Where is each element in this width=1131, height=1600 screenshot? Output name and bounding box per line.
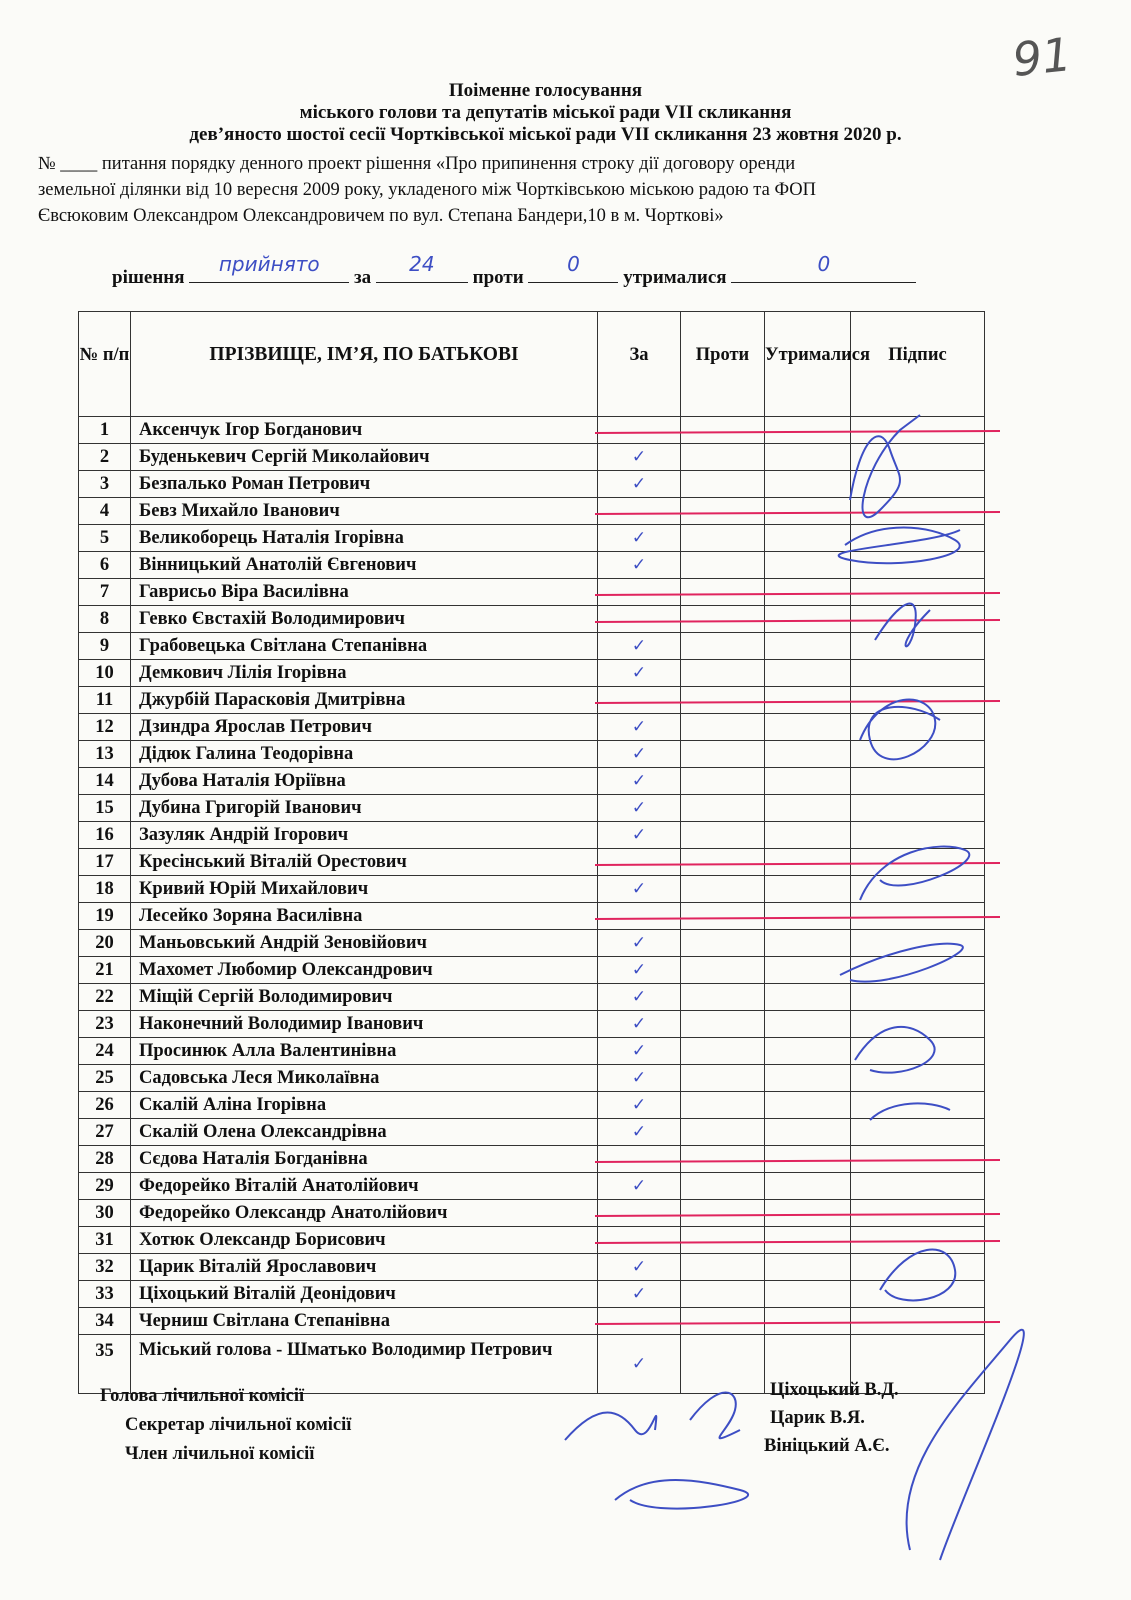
table-row bbox=[79, 579, 985, 606]
row-vote-against bbox=[681, 1065, 765, 1092]
row-number: 12 bbox=[79, 714, 131, 741]
row-signature bbox=[851, 1173, 985, 1200]
row-vote-for: ✓ bbox=[598, 1038, 681, 1065]
row-signature bbox=[851, 1281, 985, 1308]
table-row bbox=[79, 768, 985, 795]
row-vote-against bbox=[681, 1173, 765, 1200]
row-signature bbox=[851, 471, 985, 498]
row-vote-against bbox=[681, 1227, 765, 1254]
against-value: 0 bbox=[567, 252, 580, 276]
row-signature bbox=[851, 1146, 985, 1173]
table-row bbox=[79, 1146, 985, 1173]
row-vote-abstained bbox=[765, 444, 851, 471]
row-number: 34 bbox=[79, 1308, 131, 1335]
row-signature bbox=[851, 444, 985, 471]
row-name: Безпалько Роман Петрович bbox=[131, 471, 598, 498]
row-vote-abstained bbox=[765, 903, 851, 930]
abstained-value: 0 bbox=[817, 252, 831, 276]
row-vote-against bbox=[681, 687, 765, 714]
against-field bbox=[528, 252, 618, 283]
row-vote-against bbox=[681, 930, 765, 957]
row-signature bbox=[851, 633, 985, 660]
row-signature bbox=[851, 660, 985, 687]
row-vote-against bbox=[681, 1281, 765, 1308]
col-num-header: № п/п bbox=[79, 312, 131, 417]
row-name: Дубина Григорій Іванович bbox=[131, 795, 598, 822]
table-row bbox=[79, 1011, 985, 1038]
col-abstained-header: Утрималися bbox=[765, 312, 851, 417]
row-signature bbox=[851, 1038, 985, 1065]
row-vote-against bbox=[681, 1038, 765, 1065]
row-vote-abstained bbox=[765, 1173, 851, 1200]
table-row bbox=[79, 1308, 985, 1335]
header-subtitle: міського голови та депутатів міської ради VII скликання bbox=[299, 102, 792, 123]
row-vote-abstained bbox=[765, 1119, 851, 1146]
row-vote-against bbox=[681, 498, 765, 525]
row-name: Демкович Лілія Ігорівна bbox=[131, 660, 598, 687]
row-name: Просинюк Алла Валентинівна bbox=[131, 1038, 598, 1065]
row-vote-for: ✓ bbox=[598, 633, 681, 660]
row-number: 11 bbox=[79, 687, 131, 714]
row-vote-for: ✓ bbox=[598, 957, 681, 984]
row-number: 14 bbox=[79, 768, 131, 795]
row-signature bbox=[851, 1200, 985, 1227]
row-vote-abstained bbox=[765, 471, 851, 498]
row-name: Буденькевич Сергій Миколайович bbox=[131, 444, 598, 471]
row-signature bbox=[851, 1254, 985, 1281]
row-vote-for: ✓ bbox=[598, 471, 681, 498]
row-vote-for: ✓ bbox=[598, 1173, 681, 1200]
row-vote-against bbox=[681, 633, 765, 660]
commission-secretary-label: Секретар лічильної комісії bbox=[125, 1415, 352, 1435]
row-vote-against bbox=[681, 1308, 765, 1335]
row-vote-for bbox=[598, 1308, 681, 1335]
row-number: 25 bbox=[79, 1065, 131, 1092]
commission-member-label: Член лічильної комісії bbox=[125, 1444, 315, 1464]
table-row bbox=[79, 1092, 985, 1119]
row-vote-against bbox=[681, 768, 765, 795]
page-number: 91 bbox=[1010, 27, 1074, 87]
row-vote-abstained bbox=[765, 957, 851, 984]
row-vote-abstained bbox=[765, 822, 851, 849]
row-signature bbox=[851, 714, 985, 741]
row-name: Ціхоцький Віталій Деонідович bbox=[131, 1281, 598, 1308]
row-vote-against bbox=[681, 606, 765, 633]
row-signature bbox=[851, 498, 985, 525]
row-name: Міщій Сергій Володимирович bbox=[131, 984, 598, 1011]
row-number: 3 bbox=[79, 471, 131, 498]
row-vote-for: ✓ bbox=[598, 984, 681, 1011]
row-vote-for: ✓ bbox=[598, 525, 681, 552]
row-name: Зазуляк Андрій Ігорович bbox=[131, 822, 598, 849]
table-row bbox=[79, 930, 985, 957]
row-vote-abstained bbox=[765, 984, 851, 1011]
row-number: 1 bbox=[79, 417, 131, 444]
row-vote-for: ✓ bbox=[598, 822, 681, 849]
row-vote-for: ✓ bbox=[598, 876, 681, 903]
commission-signature-2 bbox=[690, 1393, 740, 1439]
row-number: 22 bbox=[79, 984, 131, 1011]
table-row bbox=[79, 1173, 985, 1200]
row-vote-for bbox=[598, 606, 681, 633]
row-vote-for bbox=[598, 849, 681, 876]
row-number: 24 bbox=[79, 1038, 131, 1065]
against-label: проти bbox=[472, 267, 524, 288]
row-vote-abstained bbox=[765, 660, 851, 687]
row-vote-for: ✓ bbox=[598, 1065, 681, 1092]
row-vote-abstained bbox=[765, 606, 851, 633]
row-signature bbox=[851, 1092, 985, 1119]
row-vote-abstained bbox=[765, 849, 851, 876]
row-name: Дубова Наталія Юріївна bbox=[131, 768, 598, 795]
commission-labels bbox=[100, 1382, 351, 1469]
row-signature bbox=[851, 687, 985, 714]
row-name: Царик Віталій Ярославович bbox=[131, 1254, 598, 1281]
row-vote-for bbox=[598, 579, 681, 606]
table-row bbox=[79, 606, 985, 633]
row-signature bbox=[851, 822, 985, 849]
row-number: 4 bbox=[79, 498, 131, 525]
question-line-2: земельної ділянки від 10 вересня 2009 року, укладеного між Чортківською міською радою та ФОП bbox=[38, 180, 817, 200]
row-signature bbox=[851, 606, 985, 633]
row-vote-against bbox=[681, 957, 765, 984]
row-vote-for bbox=[598, 1146, 681, 1173]
row-vote-abstained bbox=[765, 1308, 851, 1335]
row-vote-against bbox=[681, 1200, 765, 1227]
row-vote-abstained bbox=[765, 687, 851, 714]
row-vote-abstained bbox=[765, 417, 851, 444]
row-number: 28 bbox=[79, 1146, 131, 1173]
row-vote-against bbox=[681, 471, 765, 498]
header-title: Поіменне голосування bbox=[448, 80, 643, 101]
row-number: 13 bbox=[79, 741, 131, 768]
table-row bbox=[79, 687, 985, 714]
row-vote-abstained bbox=[765, 1227, 851, 1254]
row-vote-abstained bbox=[765, 525, 851, 552]
row-signature bbox=[851, 795, 985, 822]
table-row bbox=[79, 417, 985, 444]
table-row bbox=[79, 849, 985, 876]
table-row bbox=[79, 1119, 985, 1146]
row-name: Черниш Світлана Степанівна bbox=[131, 1308, 598, 1335]
row-number: 32 bbox=[79, 1254, 131, 1281]
row-vote-abstained bbox=[765, 930, 851, 957]
row-signature bbox=[851, 552, 985, 579]
row-vote-abstained bbox=[765, 498, 851, 525]
row-vote-abstained bbox=[765, 1038, 851, 1065]
table-row bbox=[79, 876, 985, 903]
row-signature bbox=[851, 1119, 985, 1146]
row-signature bbox=[851, 525, 985, 552]
row-vote-abstained bbox=[765, 1200, 851, 1227]
row-vote-against bbox=[681, 1011, 765, 1038]
row-vote-for: ✓ bbox=[598, 1281, 681, 1308]
row-number: 17 bbox=[79, 849, 131, 876]
row-signature bbox=[851, 768, 985, 795]
row-vote-for: ✓ bbox=[598, 930, 681, 957]
row-signature bbox=[851, 957, 985, 984]
row-signature bbox=[851, 930, 985, 957]
row-number: 35 bbox=[79, 1335, 131, 1394]
row-number: 18 bbox=[79, 876, 131, 903]
col-for-header: За bbox=[598, 312, 681, 417]
row-vote-for: ✓ bbox=[598, 714, 681, 741]
row-number: 30 bbox=[79, 1200, 131, 1227]
row-signature bbox=[851, 876, 985, 903]
table-row bbox=[79, 1038, 985, 1065]
row-vote-against bbox=[681, 525, 765, 552]
table-row bbox=[79, 984, 985, 1011]
row-vote-against bbox=[681, 795, 765, 822]
row-vote-against bbox=[681, 1254, 765, 1281]
question-line-3: Євсюковим Олександром Олександровичем по вул. Степана Бандери,10 в м. Чорткові» bbox=[38, 206, 724, 226]
row-vote-against bbox=[681, 741, 765, 768]
table-row bbox=[79, 822, 985, 849]
row-vote-abstained bbox=[765, 552, 851, 579]
row-vote-abstained bbox=[765, 1092, 851, 1119]
row-signature bbox=[851, 984, 985, 1011]
row-number: 26 bbox=[79, 1092, 131, 1119]
row-number: 2 bbox=[79, 444, 131, 471]
row-vote-for: ✓ bbox=[598, 1335, 681, 1394]
row-name: Махомет Любомир Олександрович bbox=[131, 957, 598, 984]
row-number: 29 bbox=[79, 1173, 131, 1200]
row-name: Вінницький Анатолій Євгенович bbox=[131, 552, 598, 579]
row-name: Садовська Леся Миколаївна bbox=[131, 1065, 598, 1092]
row-name: Дідюк Галина Теодорівна bbox=[131, 741, 598, 768]
row-name: Наконечний Володимир Іванович bbox=[131, 1011, 598, 1038]
row-vote-against bbox=[681, 660, 765, 687]
row-name: Аксенчук Ігор Богданович bbox=[131, 417, 598, 444]
row-vote-against bbox=[681, 417, 765, 444]
row-vote-for: ✓ bbox=[598, 660, 681, 687]
table-row bbox=[79, 471, 985, 498]
commission-signature-3 bbox=[615, 1480, 748, 1509]
row-name: Маньовський Андрій Зеновійович bbox=[131, 930, 598, 957]
decision-label: рішення bbox=[112, 267, 185, 288]
row-vote-against bbox=[681, 1092, 765, 1119]
row-signature bbox=[851, 579, 985, 606]
row-name: Скалій Аліна Ігорівна bbox=[131, 1092, 598, 1119]
row-vote-abstained bbox=[765, 768, 851, 795]
row-vote-against bbox=[681, 552, 765, 579]
table-row bbox=[79, 525, 985, 552]
col-name-header: ПРІЗВИЩЕ, ІМ’Я, ПО БАТЬКОВІ bbox=[131, 312, 598, 417]
for-field bbox=[376, 252, 468, 283]
row-vote-for: ✓ bbox=[598, 444, 681, 471]
decision-line bbox=[112, 252, 1012, 294]
row-name: Грабовецька Світлана Степанівна bbox=[131, 633, 598, 660]
row-name: Кривий Юрій Михайлович bbox=[131, 876, 598, 903]
row-vote-for bbox=[598, 903, 681, 930]
document-header bbox=[30, 80, 1061, 146]
row-number: 31 bbox=[79, 1227, 131, 1254]
row-number: 15 bbox=[79, 795, 131, 822]
row-vote-abstained bbox=[765, 714, 851, 741]
table-row bbox=[79, 660, 985, 687]
row-vote-abstained bbox=[765, 579, 851, 606]
decision-value: прийнято bbox=[218, 252, 320, 276]
row-name: Дзиндра Ярослав Петрович bbox=[131, 714, 598, 741]
row-number: 23 bbox=[79, 1011, 131, 1038]
question-text bbox=[38, 151, 1038, 229]
row-signature bbox=[851, 1308, 985, 1335]
commission-chair-label: Голова лічильної комісії bbox=[100, 1386, 305, 1406]
row-vote-for bbox=[598, 687, 681, 714]
row-vote-abstained bbox=[765, 1254, 851, 1281]
row-vote-against bbox=[681, 984, 765, 1011]
row-name: Міський голова - Шматько Володимир Петрович bbox=[131, 1335, 598, 1394]
header-session: дев’яносто шостої сесії Чортківської міської ради VII скликання 23 жовтня 2020 р. bbox=[189, 124, 902, 145]
row-number: 20 bbox=[79, 930, 131, 957]
row-vote-against bbox=[681, 714, 765, 741]
table-row bbox=[79, 1281, 985, 1308]
abstained-field bbox=[731, 252, 916, 283]
row-name: Скалій Олена Олександрівна bbox=[131, 1119, 598, 1146]
row-vote-for: ✓ bbox=[598, 1092, 681, 1119]
row-signature bbox=[851, 1011, 985, 1038]
row-vote-abstained bbox=[765, 1065, 851, 1092]
row-number: 16 bbox=[79, 822, 131, 849]
row-name: Хотюк Олександр Борисович bbox=[131, 1227, 598, 1254]
row-vote-for: ✓ bbox=[598, 768, 681, 795]
row-name: Великоборець Наталія Ігорівна bbox=[131, 525, 598, 552]
row-name: Лесейко Зоряна Василівна bbox=[131, 903, 598, 930]
question-line-1: № ____ питання порядку денного проект рішення «Про припинення строку дії договору оренди bbox=[38, 154, 796, 174]
row-vote-against bbox=[681, 849, 765, 876]
row-vote-abstained bbox=[765, 1281, 851, 1308]
table-row bbox=[79, 633, 985, 660]
row-number: 7 bbox=[79, 579, 131, 606]
table-row bbox=[79, 552, 985, 579]
row-vote-for: ✓ bbox=[598, 795, 681, 822]
row-name: Федорейко Олександр Анатолійович bbox=[131, 1200, 598, 1227]
row-number: 33 bbox=[79, 1281, 131, 1308]
row-vote-against bbox=[681, 444, 765, 471]
row-vote-for: ✓ bbox=[598, 741, 681, 768]
commission-signature-1 bbox=[565, 1413, 656, 1441]
row-vote-abstained bbox=[765, 741, 851, 768]
row-name: Джурбій Парасковія Дмитрівна bbox=[131, 687, 598, 714]
row-signature bbox=[851, 849, 985, 876]
row-name: Сєдова Наталія Богданівна bbox=[131, 1146, 598, 1173]
row-vote-for bbox=[598, 1200, 681, 1227]
row-vote-abstained bbox=[765, 795, 851, 822]
col-against-header: Проти bbox=[681, 312, 765, 417]
row-number: 6 bbox=[79, 552, 131, 579]
row-vote-against bbox=[681, 1119, 765, 1146]
row-vote-against bbox=[681, 903, 765, 930]
row-vote-for bbox=[598, 1227, 681, 1254]
table-row bbox=[79, 957, 985, 984]
row-vote-against bbox=[681, 876, 765, 903]
table-row bbox=[79, 903, 985, 930]
table-row bbox=[79, 1254, 985, 1281]
commission-names bbox=[764, 1376, 899, 1460]
row-name: Гаврисьо Віра Василівна bbox=[131, 579, 598, 606]
row-signature bbox=[851, 1227, 985, 1254]
row-number: 19 bbox=[79, 903, 131, 930]
table-row bbox=[79, 714, 985, 741]
row-signature bbox=[851, 903, 985, 930]
decision-field bbox=[189, 252, 349, 283]
row-name: Федорейко Віталій Анатолійович bbox=[131, 1173, 598, 1200]
row-vote-against bbox=[681, 1146, 765, 1173]
col-signature-header: Підпис bbox=[851, 312, 985, 417]
for-label: за bbox=[354, 267, 372, 288]
row-vote-for: ✓ bbox=[598, 552, 681, 579]
vote-table bbox=[78, 311, 985, 1394]
row-signature bbox=[851, 417, 985, 444]
row-vote-for: ✓ bbox=[598, 1011, 681, 1038]
row-name: Бевз Михайло Іванович bbox=[131, 498, 598, 525]
row-number: 10 bbox=[79, 660, 131, 687]
table-row bbox=[79, 741, 985, 768]
table-row bbox=[79, 1200, 985, 1227]
row-number: 5 bbox=[79, 525, 131, 552]
row-vote-against bbox=[681, 1335, 765, 1394]
row-vote-abstained bbox=[765, 1146, 851, 1173]
table-row bbox=[79, 1227, 985, 1254]
vote-table-body bbox=[79, 417, 985, 1394]
abstained-label: утрималися bbox=[623, 267, 727, 288]
row-vote-abstained bbox=[765, 633, 851, 660]
row-name: Гевко Євстахій Володимирович bbox=[131, 606, 598, 633]
row-signature bbox=[851, 741, 985, 768]
row-number: 8 bbox=[79, 606, 131, 633]
table-row bbox=[79, 1065, 985, 1092]
row-vote-for bbox=[598, 417, 681, 444]
row-vote-for: ✓ bbox=[598, 1254, 681, 1281]
for-value: 24 bbox=[409, 252, 435, 276]
table-header-row bbox=[79, 312, 985, 417]
row-number: 9 bbox=[79, 633, 131, 660]
row-vote-abstained bbox=[765, 1011, 851, 1038]
row-vote-abstained bbox=[765, 876, 851, 903]
commission-chair-name: Ціхоцький В.Д. bbox=[770, 1380, 899, 1400]
row-name: Кресінський Віталій Орестович bbox=[131, 849, 598, 876]
row-vote-for: ✓ bbox=[598, 1119, 681, 1146]
row-number: 27 bbox=[79, 1119, 131, 1146]
row-number: 21 bbox=[79, 957, 131, 984]
table-row bbox=[79, 795, 985, 822]
table-row bbox=[79, 444, 985, 471]
row-vote-for bbox=[598, 498, 681, 525]
row-vote-against bbox=[681, 579, 765, 606]
commission-secretary-name: Царик В.Я. bbox=[770, 1408, 865, 1428]
row-vote-against bbox=[681, 822, 765, 849]
commission-member-name: Вініцький А.Є. bbox=[764, 1436, 890, 1456]
table-row bbox=[79, 498, 985, 525]
row-signature bbox=[851, 1065, 985, 1092]
